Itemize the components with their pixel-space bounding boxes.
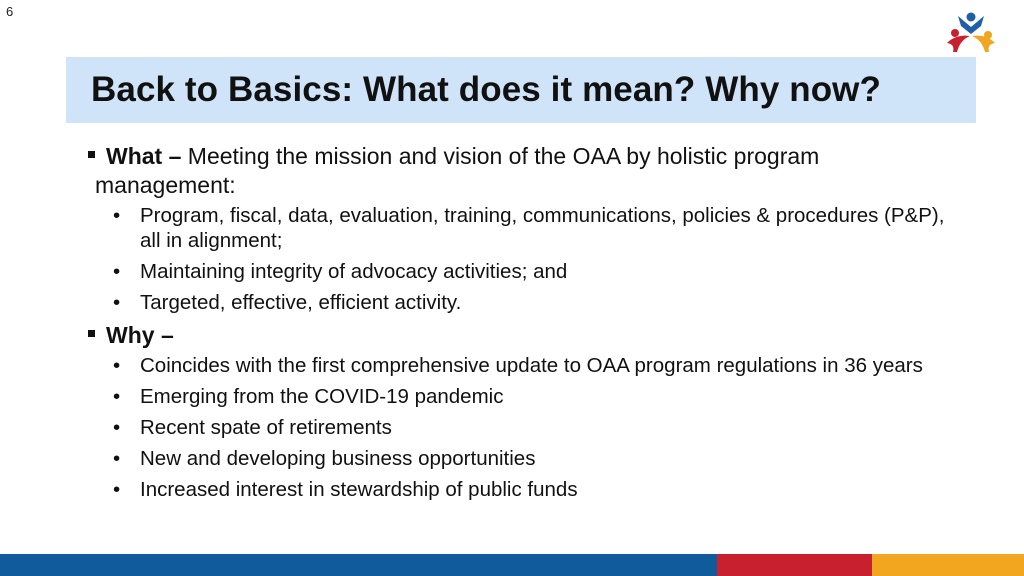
list-item — [88, 290, 968, 315]
slide-number: 6 — [6, 4, 14, 19]
what-text-continued: management: — [95, 172, 236, 198]
organization-logo-icon — [944, 10, 998, 56]
what-section — [88, 142, 968, 200]
slide-title: Back to Basics: What does it mean? Why now? — [91, 70, 881, 109]
square-bullet-icon — [88, 151, 95, 158]
list-item-text: Emerging from the COVID-19 pandemic — [140, 385, 504, 408]
list-item-text: Program, fiscal, data, evaluation, training, communications, policies & procedures (P&P), all in alignment; — [140, 204, 945, 252]
list-item-text: Maintaining integrity of advocacy activities; and — [140, 260, 568, 283]
bullet-dot-icon: • — [113, 204, 121, 227]
footer-bar-red — [717, 554, 872, 576]
what-bullet-list — [88, 203, 968, 315]
list-item-text: Recent spate of retirements — [140, 416, 392, 439]
what-label: What – — [106, 143, 182, 169]
square-bullet-icon — [88, 330, 95, 337]
title-bar — [66, 57, 976, 123]
bullet-dot-icon: • — [113, 385, 121, 408]
bullet-dot-icon: • — [113, 354, 121, 377]
list-item — [88, 477, 968, 502]
footer-bar-gold — [872, 554, 1024, 576]
why-section — [88, 321, 968, 350]
bullet-dot-icon: • — [113, 291, 121, 314]
list-item-text: Coincides with the first comprehensive update to OAA program regulations in 36 years — [140, 354, 923, 377]
why-label: Why – — [106, 322, 174, 348]
list-item — [88, 259, 968, 284]
bullet-dot-icon: • — [113, 416, 121, 439]
slide-content — [88, 142, 968, 508]
list-item — [88, 384, 968, 409]
why-bullet-list — [88, 353, 968, 502]
bullet-dot-icon: • — [113, 260, 121, 283]
footer-bar-blue — [0, 554, 717, 576]
what-text: Meeting the mission and vision of the OAA by holistic program — [181, 143, 820, 169]
list-item-text: Targeted, effective, efficient activity. — [140, 291, 462, 314]
list-item — [88, 353, 968, 378]
bullet-dot-icon: • — [113, 478, 121, 501]
list-item-text: New and developing business opportunities — [140, 447, 536, 470]
list-item — [88, 203, 968, 253]
list-item — [88, 446, 968, 471]
list-item — [88, 415, 968, 440]
bullet-dot-icon: • — [113, 447, 121, 470]
footer-color-bar — [0, 554, 1024, 576]
list-item-text: Increased interest in stewardship of public funds — [140, 478, 578, 501]
